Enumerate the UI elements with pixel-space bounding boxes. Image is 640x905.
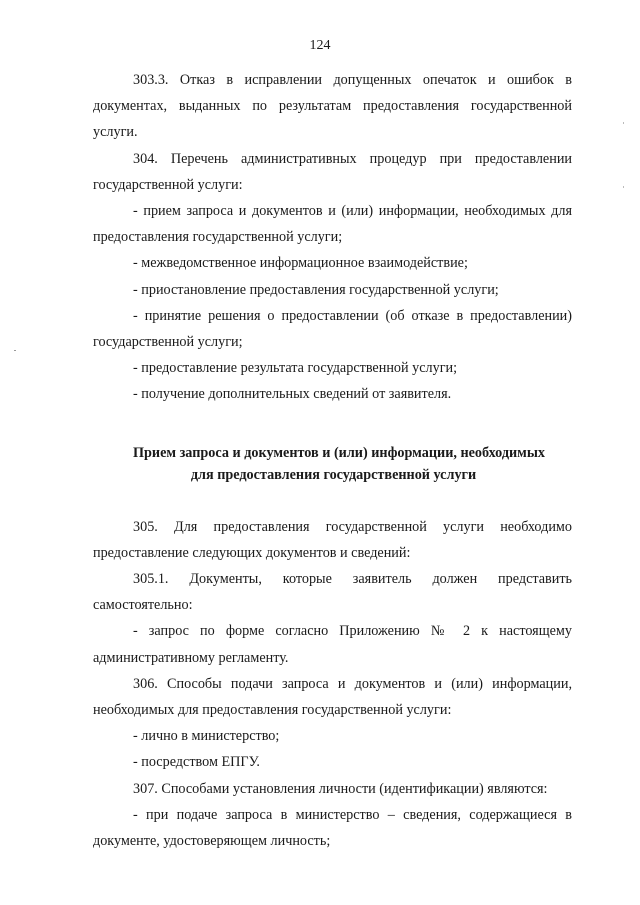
list-item: - принятие решения о предоставлении (об отказе в предоставлении) государственной услуги; (93, 307, 572, 351)
paragraph-305: 305. Для предоставления государственной услуги необходимо предоставление следующих документов и сведений: (93, 518, 572, 561)
list-item: - лично в министерство; (133, 728, 280, 745)
paragraph-304: 304. Перечень административных процедур при предоставлении государственной услуги: (93, 150, 572, 193)
list-item: - посредством ЕПГУ. (133, 754, 260, 771)
list-item: - прием запроса и документов и (или) информации, необходимых для предоставления государственной услуги; (93, 203, 572, 246)
list-item: - запрос по форме согласно Приложению № 2 к настоящему административному регламенту. (93, 623, 572, 666)
paragraph-307: 307. Способами установления личности (идентификации) являются: (133, 780, 548, 797)
scan-artifact (623, 186, 624, 188)
list-item: - межведомственное информационное взаимодействие; (133, 255, 468, 272)
section-heading-line-1: Прием запроса и документов и (или) информации, необходимых (133, 444, 546, 461)
scan-artifact (14, 350, 16, 351)
list-item: - получение дополнительных сведений от заявителя. (133, 386, 452, 403)
section-heading-line-2: для предоставления государственной услуги (190, 466, 477, 483)
list-item: - предоставление результата государственной услуги; (133, 360, 458, 377)
list-item: - при подаче запроса в министерство – сведения, содержащиеся в документе, удостоверяющем личность; (93, 806, 572, 850)
section-heading (93, 442, 572, 486)
document-body (93, 67, 572, 854)
paragraph-305-1: 305.1. Документы, которые заявитель должен представить самостоятельно: (93, 571, 572, 614)
list-item: - приостановление предоставления государственной услуги; (133, 281, 499, 298)
paragraph-306: 306. Способы подачи запроса и документов и (или) информации, необходимых для предоставления государственной услуги: (93, 675, 572, 719)
page-number: 124 (309, 38, 331, 53)
paragraph-303-3: 303.3. Отказ в исправлении допущенных опечаток и ошибок в документах, выданных по результатам предоставления государственной услуги. (93, 72, 572, 141)
scan-artifact (623, 122, 624, 124)
